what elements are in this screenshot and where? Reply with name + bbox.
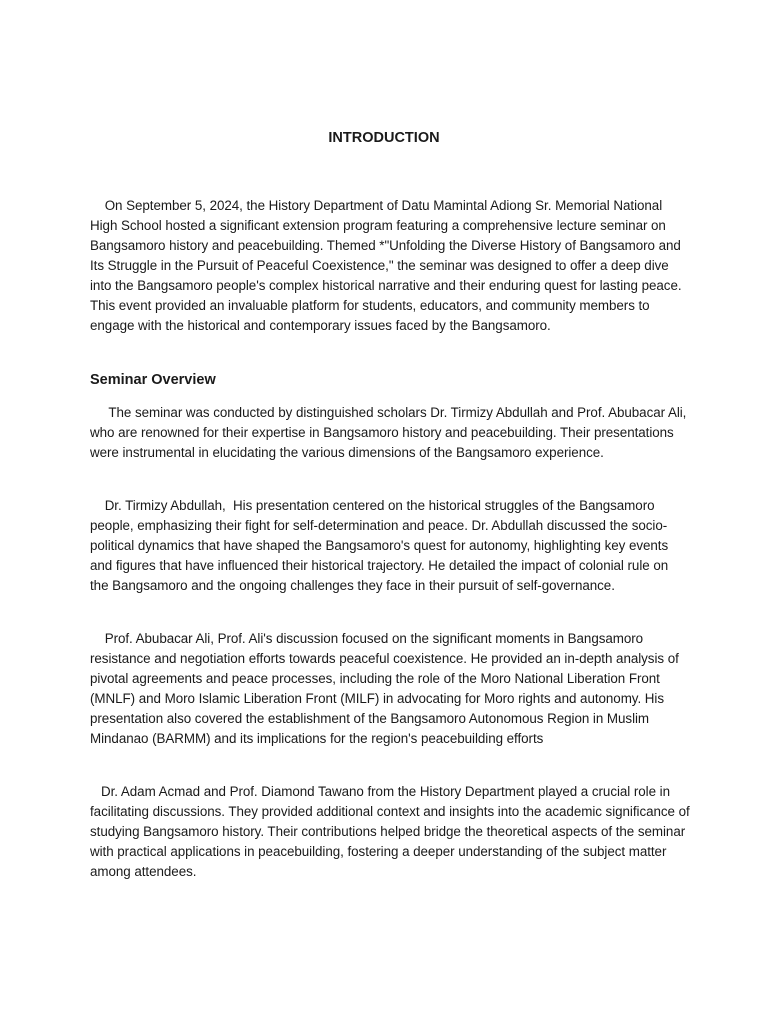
intro-paragraph: On September 5, 2024, the History Department of Datu Mamintal Adiong Sr. Memorial National High School hosted a significant extension program featuring a comprehensive lecture seminar on Bangsamoro history and peacebuilding. Themed *"Unfolding the Diverse History of Bangsamoro and Its Struggle in the Pursuit of Peaceful Coexistence," the seminar was designed to offer a deep dive into the Bangsamoro people's complex historical narrative and their enduring quest for lasting peace. This event provided an invaluable platform for students, educators, and community members to engage with the historical and contemporary issues faced by the Bangsamoro. [90,198,685,333]
abdullah-presentation-paragraph: Dr. Tirmizy Abdullah, His presentation centered on the historical struggles of the Bangsamoro people, emphasizing their fight for self-determination and peace. Dr. Abdullah discussed the socio-political dynamics that have shaped the Bangsamoro's quest for autonomy, highlighting key events and figures that have influenced their historical trajectory. He detailed the impact of colonial rule on the Bangsamoro and the ongoing challenges they face in their pursuit of self-governance. [90,498,672,593]
seminar-overview-paragraph: The seminar was conducted by distinguished scholars Dr. Tirmizy Abdullah and Prof. Abubacar Ali, who are renowned for their expertise in Bangsamoro history and peacebuilding. Their presentations were instrumental in elucidating the various dimensions of the Bangsamoro experience. [90,405,691,460]
facilitators-paragraph: Dr. Adam Acmad and Prof. Diamond Tawano from the History Department played a crucial role in facilitating discussions. They provided additional context and insights into the academic significance of studying Bangsamoro history. Their contributions helped bridge the theoretical aspects of the seminar with practical applications in peacebuilding, fostering a deeper understanding of the subject matter among attendees. [90,784,694,879]
page-title: INTRODUCTION [328,130,440,146]
ali-presentation-paragraph: Prof. Abubacar Ali, Prof. Ali's discussion focused on the significant moments in Bangsamoro resistance and negotiation efforts towards peaceful coexistence. He provided an in-depth analysis of pivotal agreements and peace processes, including the role of the Moro National Liberation Front (MNLF) and Moro Islamic Liberation Front (MILF) in advocating for Moro rights and autonomy. His presentation also covered the establishment of the Bangsamoro Autonomous Region in Muslim Mindanao (BARMM) and its implications for the region's peacebuilding efforts [90,631,683,746]
section-heading-seminar-overview: Seminar Overview [90,372,216,388]
